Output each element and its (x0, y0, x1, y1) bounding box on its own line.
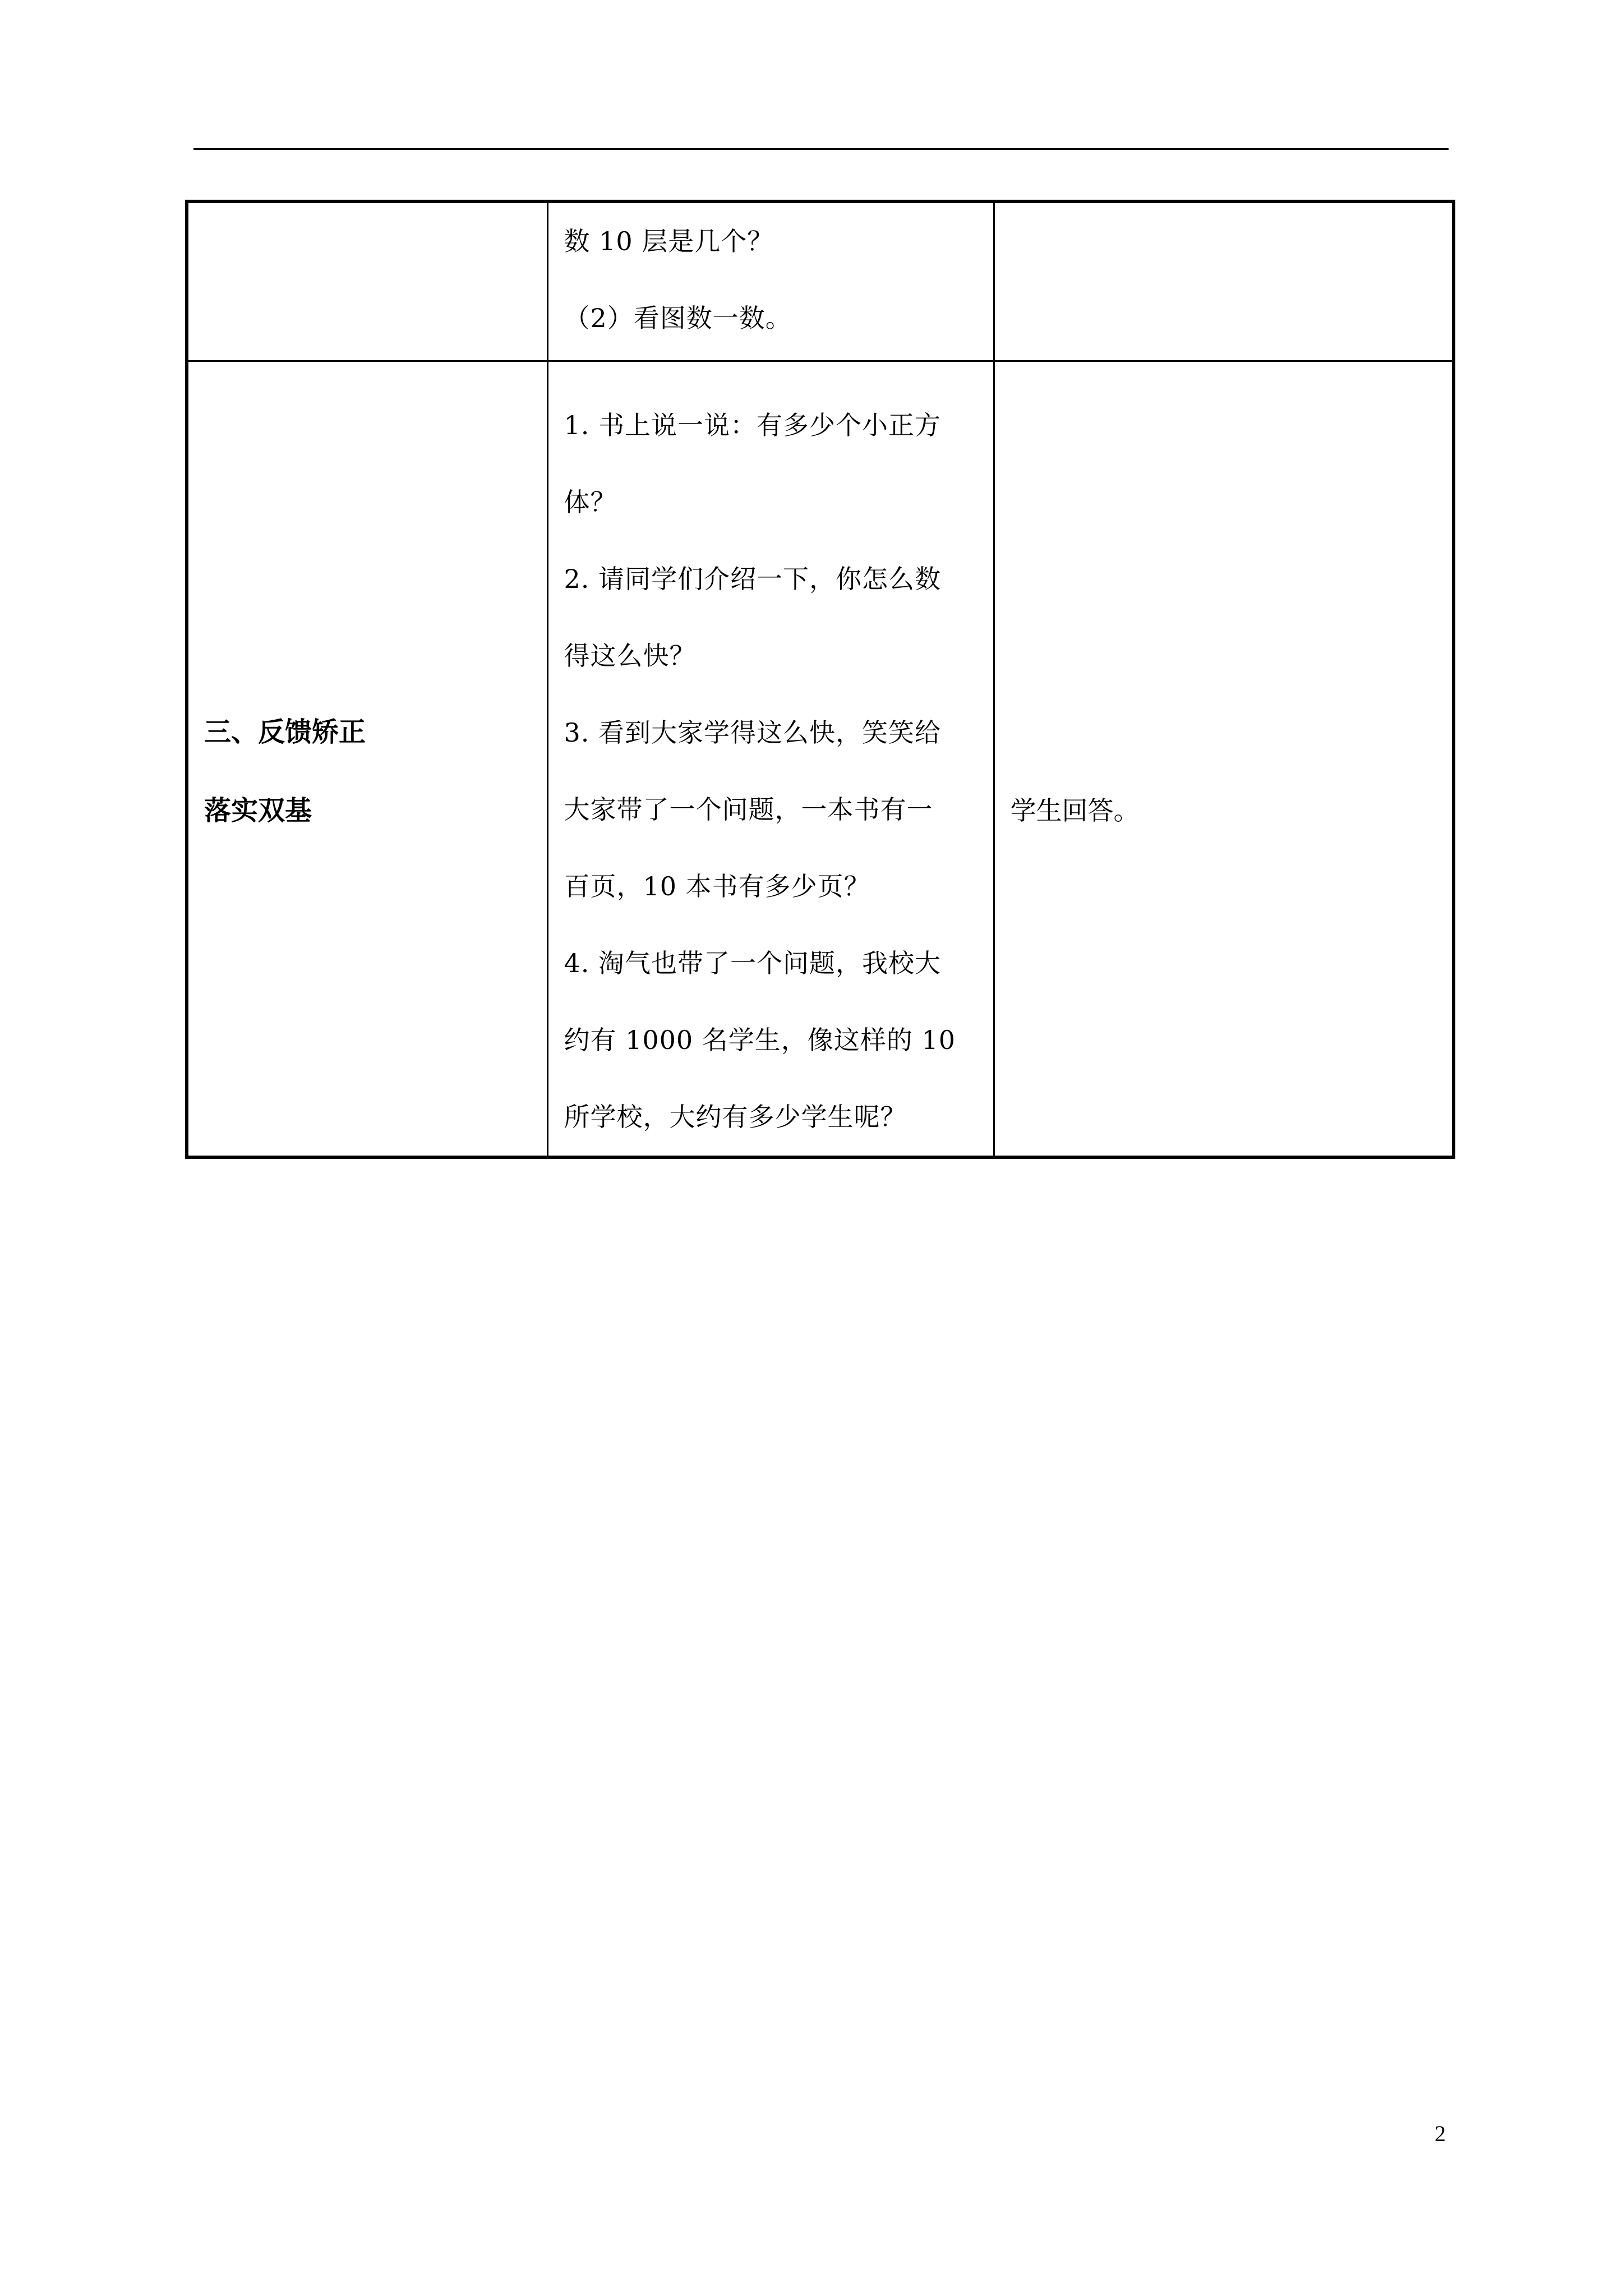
stage-cell (187, 201, 547, 361)
lesson-plan-table (185, 200, 1455, 1159)
activity-line: 得这么快？ (564, 641, 696, 671)
activity-line: 数 10 层是几个？ (564, 226, 774, 256)
activity-line: 4. 淘气也带了一个问题，我校大 (564, 948, 942, 978)
activity-line: 大家带了一个问题，一本书有一 (564, 794, 933, 825)
stage-title-line: 落实双基 (204, 795, 312, 826)
activity-line: 约有 1000 名学生，像这样的 10 (564, 1025, 956, 1055)
activity-line: 百页，10 本书有多少页？ (564, 871, 870, 901)
activity-line: 体？ (564, 487, 617, 517)
stage-title-line: 三、反馈矫正 (204, 716, 366, 748)
stage-title (204, 693, 366, 850)
activity-cell (547, 361, 994, 1158)
student-response: 学生回答。 (1010, 795, 1140, 826)
activity-cell (547, 201, 994, 361)
page-number: 2 (1435, 2121, 1446, 2146)
activity-line: 所学校，大约有多少学生呢？ (564, 1102, 907, 1132)
student-cell (994, 361, 1454, 1158)
activity-line: 2. 请同学们介绍一下，你怎么数 (564, 564, 942, 594)
student-cell (994, 201, 1454, 361)
activity-line: 3. 看到大家学得这么快，笑笑给 (564, 717, 942, 748)
activity-line: 1. 书上说一说：有多少个小正方 (564, 410, 942, 440)
stage-cell (187, 361, 547, 1158)
table-row (187, 201, 1454, 361)
table-row (187, 361, 1454, 1158)
header-rule (193, 148, 1449, 150)
activity-line: （2）看图数一数。 (564, 303, 792, 333)
